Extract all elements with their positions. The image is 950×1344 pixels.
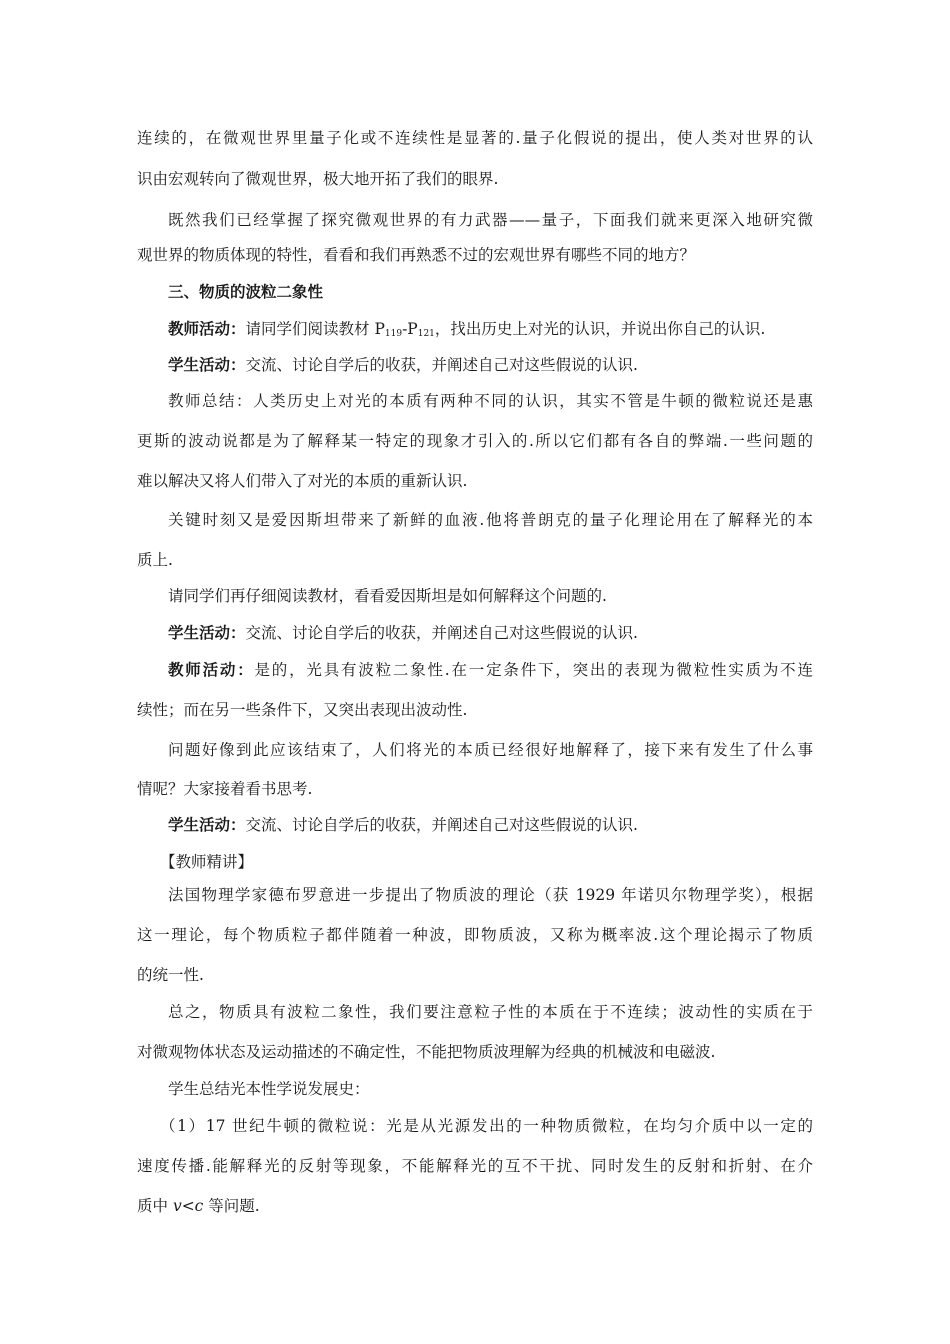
paragraph-line: 问题好像到此应该结束了，人们将光的本质已经很好地解释了，接下来有发生了什么事 <box>168 741 813 759</box>
paragraph-line: 这一理论，每个物质粒子都伴随着一种波，即物质波，又称为概率波.这个理论揭示了物质 <box>137 926 813 944</box>
math-inline: v<c <box>172 1197 204 1215</box>
text-span: 请同学们阅读教材 P <box>245 320 385 338</box>
paragraph-line: 总之，物质具有波粒二象性，我们要注意粒子性的本质在于不连续；波动性的实质在于 <box>168 1003 813 1021</box>
paragraph-line: 质上. <box>137 551 173 569</box>
text-span: 是的，光具有波粒二象性.在一定条件下，突出的表现为微粒性实质为不连 <box>254 661 813 679</box>
text-span: 交流、讨论自学后的收获，并阐述自己对这些假说的认识. <box>245 816 638 834</box>
paragraph-line: 识由宏观转向了微观世界，极大地开拓了我们的眼界. <box>137 170 499 188</box>
activity-label: 学生活动： <box>168 356 246 374</box>
activity-label: 教师活动： <box>168 320 246 338</box>
text-span: 质中 <box>137 1197 173 1215</box>
paragraph-line: 难以解决又将人们带入了对光的本质的重新认识. <box>137 472 468 490</box>
paragraph-line: 请同学们再仔细阅读教材，看看爱因斯坦是如何解释这个问题的. <box>168 587 607 605</box>
activity-label: 学生活动： <box>168 624 246 642</box>
paragraph-line: 的统一性. <box>137 966 204 984</box>
activity-label: 教师活动： <box>168 661 255 679</box>
paragraph-line <box>137 1196 813 1216</box>
paragraph-line: 速度传播.能解释光的反射等现象，不能解释光的互不干扰、同时发生的反射和折射、在介 <box>137 1157 813 1175</box>
paragraph-line: 学生总结光本性学说发展史： <box>168 1080 370 1098</box>
activity-label: 学生活动： <box>168 816 246 834</box>
paragraph-line: 既然我们已经掌握了探究微观世界的有力武器——量子，下面我们就来更深入地研究微 <box>168 211 813 229</box>
section-heading: 三、物质的波粒二象性 <box>168 283 324 301</box>
subscript: 121 <box>417 329 435 339</box>
student-activity-line <box>168 623 844 643</box>
teacher-activity-line <box>168 319 844 339</box>
text-span: 交流、讨论自学后的收获，并阐述自己对这些假说的认识. <box>245 624 638 642</box>
paragraph-line: （1）17 世纪牛顿的微粒说：光是从光源发出的一种物质微粒，在均匀介质中以一定的 <box>160 1117 813 1135</box>
subscript: 119 <box>384 329 403 339</box>
text-span: ，找出历史上对光的认识，并说出你自己的认识. <box>434 320 766 338</box>
text-span: 交流、讨论自学后的收获，并阐述自己对这些假说的认识. <box>245 356 638 374</box>
text-span: -P <box>402 320 418 338</box>
paragraph-line: 教师总结：人类历史上对光的本质有两种不同的认识，其实不管是牛顿的微粒说还是惠 <box>168 392 813 410</box>
paragraph-line: 更斯的波动说都是为了解释某一特定的现象才引入的.所以它们都有各自的弊端.一些问题的 <box>137 432 813 450</box>
teacher-activity-line <box>168 660 813 680</box>
paragraph-line: 情呢？大家接着看书思考. <box>137 780 313 798</box>
student-activity-line <box>168 355 844 375</box>
student-activity-line <box>168 815 844 835</box>
paragraph-line: 续性；而在另一些条件下，又突出表现出波动性. <box>137 701 468 719</box>
paragraph-line: 法国物理学家德布罗意进一步提出了物质波的理论（获 1929 年诺贝尔物理学奖），根据 <box>168 886 813 904</box>
paragraph-line: 关键时刻又是爱因斯坦带来了新鲜的血液.他将普朗克的量子化理论用在了解释光的本 <box>168 511 813 529</box>
section-tag: 【教师精讲】 <box>160 853 254 871</box>
paragraph-line: 对微观物体状态及运动描述的不确定性，不能把物质波理解为经典的机械波和电磁波. <box>137 1043 716 1061</box>
text-span: 等问题. <box>203 1197 260 1215</box>
paragraph-line: 连续的，在微观世界里量子化或不连续性是显著的.量子化假说的提出，使人类对世界的认 <box>137 129 813 147</box>
paragraph-line: 观世界的物质体现的特性，看看和我们再熟悉不过的宏观世界有哪些不同的地方？ <box>137 246 696 264</box>
